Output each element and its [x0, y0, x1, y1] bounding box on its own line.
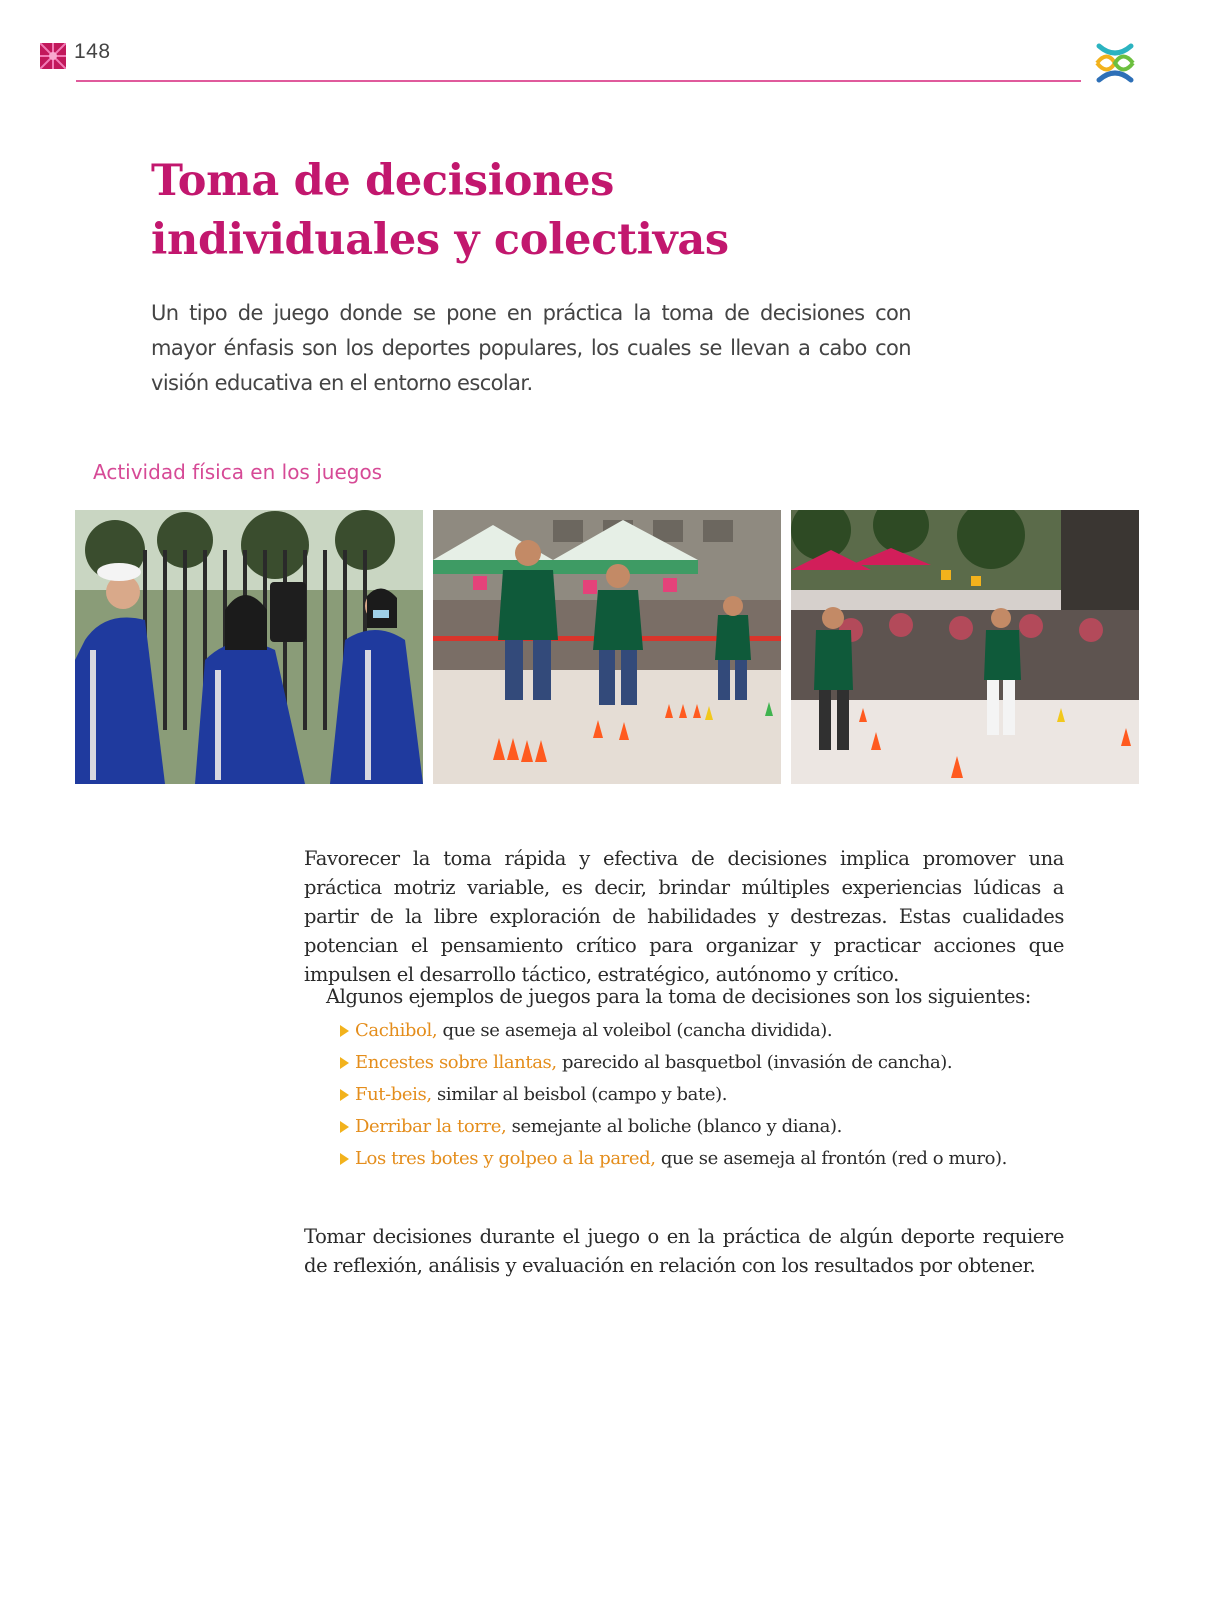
photo-children-racing-plaza — [791, 510, 1139, 784]
triangle-bullet-icon — [340, 1153, 349, 1165]
photo-children-running-cones — [433, 510, 781, 784]
page-number: 148 — [74, 40, 111, 63]
body-paragraph: Favorecer la toma rápida y efectiva de decisiones implica promover una práctica motriz variable, es decir, brindar múltiples experiencias lúdicas a partir de la libre exploración de habilidades y destrezas. Estas cualidades potencian el pensamiento crítico para organizar y practicar acciones que impulsen el desarrollo táctico, estratégico, autónomo y crítico. — [304, 847, 1064, 986]
list-item — [340, 1143, 1007, 1175]
brand-logo-icon — [1093, 40, 1137, 86]
list-item — [340, 1111, 1007, 1143]
photo-students-dancing — [75, 510, 423, 784]
example-name: Cachibol, — [355, 1020, 438, 1041]
example-name: Encestes sobre llantas, — [355, 1052, 557, 1073]
example-description: que se asemeja al frontón (red o muro). — [660, 1148, 1007, 1169]
example-description: que se asemeja al voleibol (cancha dividida). — [442, 1020, 833, 1041]
example-description: semejante al boliche (blanco y diana). — [511, 1116, 842, 1137]
section-heading: Actividad física en los juegos — [93, 460, 383, 484]
intro-paragraph: Un tipo de juego donde se pone en práctica la toma de decisiones con mayor énfasis son los deportes populares, los cuales se llevan a cabo con visión educativa en el entorno escolar. — [151, 301, 911, 395]
list-item — [340, 1047, 1007, 1079]
examples-list — [340, 1015, 1007, 1175]
example-name: Los tres botes y golpeo a la pared, — [355, 1148, 656, 1169]
pink-ornament-icon — [40, 43, 66, 69]
triangle-bullet-icon — [340, 1057, 349, 1069]
example-name: Fut-beis, — [355, 1084, 432, 1105]
title-line-1: Toma de decisiones — [151, 156, 615, 206]
title-line-2: individuales y colectivas — [151, 215, 729, 265]
list-item — [340, 1015, 1007, 1047]
triangle-bullet-icon — [340, 1025, 349, 1037]
closing-paragraph: Tomar decisiones durante el juego o en la práctica de algún deporte requiere de reflexión, análisis y evaluación en relación con los resultados por obtener. — [304, 1225, 1064, 1277]
list-item — [340, 1079, 1007, 1111]
page-title — [151, 152, 729, 270]
examples-intro: Algunos ejemplos de juegos para la toma de decisiones son los siguientes: — [326, 985, 1031, 1008]
example-description: parecido al basquetbol (invasión de cancha). — [562, 1052, 953, 1073]
triangle-bullet-icon — [340, 1121, 349, 1133]
header-divider — [76, 80, 1081, 82]
triangle-bullet-icon — [340, 1089, 349, 1101]
example-description: similar al beisbol (campo y bate). — [437, 1084, 728, 1105]
example-name: Derribar la torre, — [355, 1116, 507, 1137]
